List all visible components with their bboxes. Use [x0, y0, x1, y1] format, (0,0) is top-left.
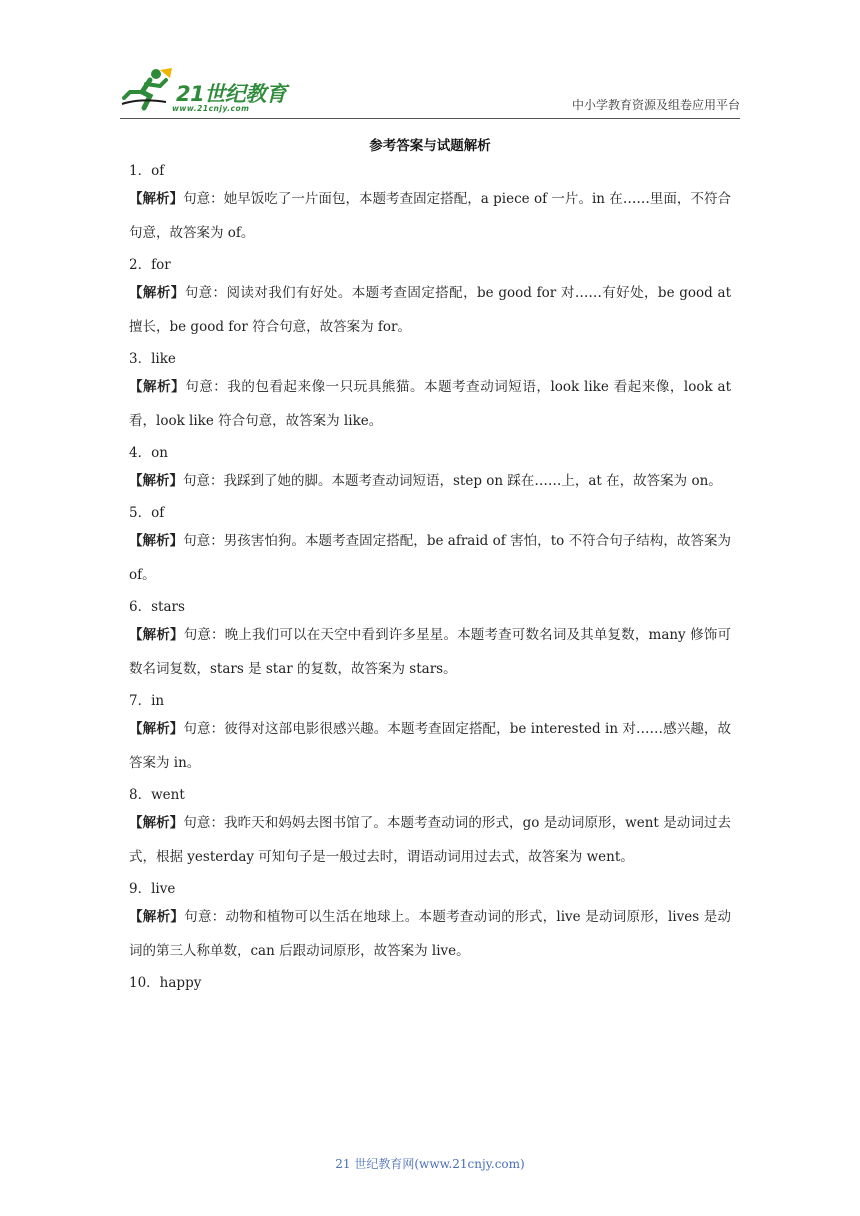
page-title: 参考答案与试题解析 [369, 138, 491, 154]
analysis-tag: 【解析】 [129, 815, 184, 831]
analysis-tag: 【解析】 [129, 533, 184, 549]
analysis-text: 句意：男孩害怕狗。本题考查固定搭配，be afraid of 害怕，to 不符合句子结构，故答案为 of。 [129, 533, 731, 583]
analysis-tag: 【解析】 [129, 285, 185, 301]
analysis-paragraph [129, 276, 731, 344]
answer-number: 4．on [129, 445, 168, 461]
analysis-text: 句意：彼得对这部电影很感兴趣。本题考查固定搭配，be interested in 对……感兴趣，故答案为 in。 [129, 721, 732, 771]
header-divider [120, 118, 740, 119]
answer-number: 5．of [129, 505, 165, 521]
analysis-paragraph [129, 806, 731, 874]
answer-number: 1．of [129, 163, 165, 179]
answer-number: 8．went [129, 787, 185, 803]
logo-text: 21世纪教育 [176, 82, 287, 106]
answer-number: 2．for [129, 257, 171, 273]
analysis-text: 句意：我的包看起来像一只玩具熊猫。本题考查动词短语，look like 看起来像，look at 看，look like 符合句意，故答案为 like。 [129, 379, 731, 429]
analysis-text: 句意：她早饭吃了一片面包，本题考查固定搭配，a piece of 一片。in 在……里面，不符合句意，故答案为 of。 [129, 191, 731, 241]
analysis-paragraph [129, 900, 731, 968]
analysis-tag: 【解析】 [129, 909, 185, 925]
analysis-paragraph [129, 712, 731, 780]
logo [120, 66, 300, 116]
analysis-text: 句意：阅读对我们有好处。本题考查固定搭配，be good for 对……有好处，be good at 擅长，be good for 符合句意，故答案为 for。 [129, 285, 731, 335]
analysis-tag: 【解析】 [129, 721, 184, 737]
platform-name: 中小学教育资源及组卷应用平台 [571, 98, 740, 112]
analysis-text: 句意：晚上我们可以在天空中看到许多星星。本题考查可数名词及其单复数，many 修饰可数名词复数，stars 是 star 的复数，故答案为 stars。 [129, 627, 731, 677]
answer-number: 6．stars [129, 599, 185, 615]
analysis-paragraph [129, 464, 731, 498]
answer-number: 3．like [129, 351, 176, 367]
analysis-paragraph [129, 370, 731, 438]
analysis-paragraph [129, 618, 731, 686]
analysis-paragraph [129, 182, 731, 250]
analysis-tag: 【解析】 [129, 627, 184, 643]
analysis-text: 句意：我昨天和妈妈去图书馆了。本题考查动词的形式，go 是动词原形，went 是动词过去式，根据 yesterday 可知句子是一般过去时，谓语动词用过去式，故答案为 went。 [129, 815, 732, 865]
answer-list [129, 160, 731, 994]
answer-number: 7．in [129, 693, 165, 709]
analysis-tag: 【解析】 [129, 191, 184, 207]
analysis-tag: 【解析】 [129, 379, 186, 395]
answer-number: 10．happy [129, 975, 202, 991]
analysis-text: 句意：动物和植物可以生活在地球上。本题考查动词的形式，live 是动词原形，lives 是动词的第三人称单数，can 后跟动词原形，故答案为 live。 [129, 909, 732, 959]
answer-number: 9．live [129, 881, 176, 897]
analysis-tag: 【解析】 [129, 473, 183, 489]
page-header [120, 66, 740, 116]
analysis-paragraph [129, 524, 731, 592]
analysis-text: 句意：我踩到了她的脚。本题考查动词短语，step on 踩在……上，at 在，故答案为 on。 [183, 473, 722, 489]
page-footer: 21 世纪教育网(www.21cnjy.com) [335, 1157, 525, 1171]
runner-logo-icon [120, 66, 176, 112]
logo-url: www.21cnjy.com [172, 104, 250, 113]
